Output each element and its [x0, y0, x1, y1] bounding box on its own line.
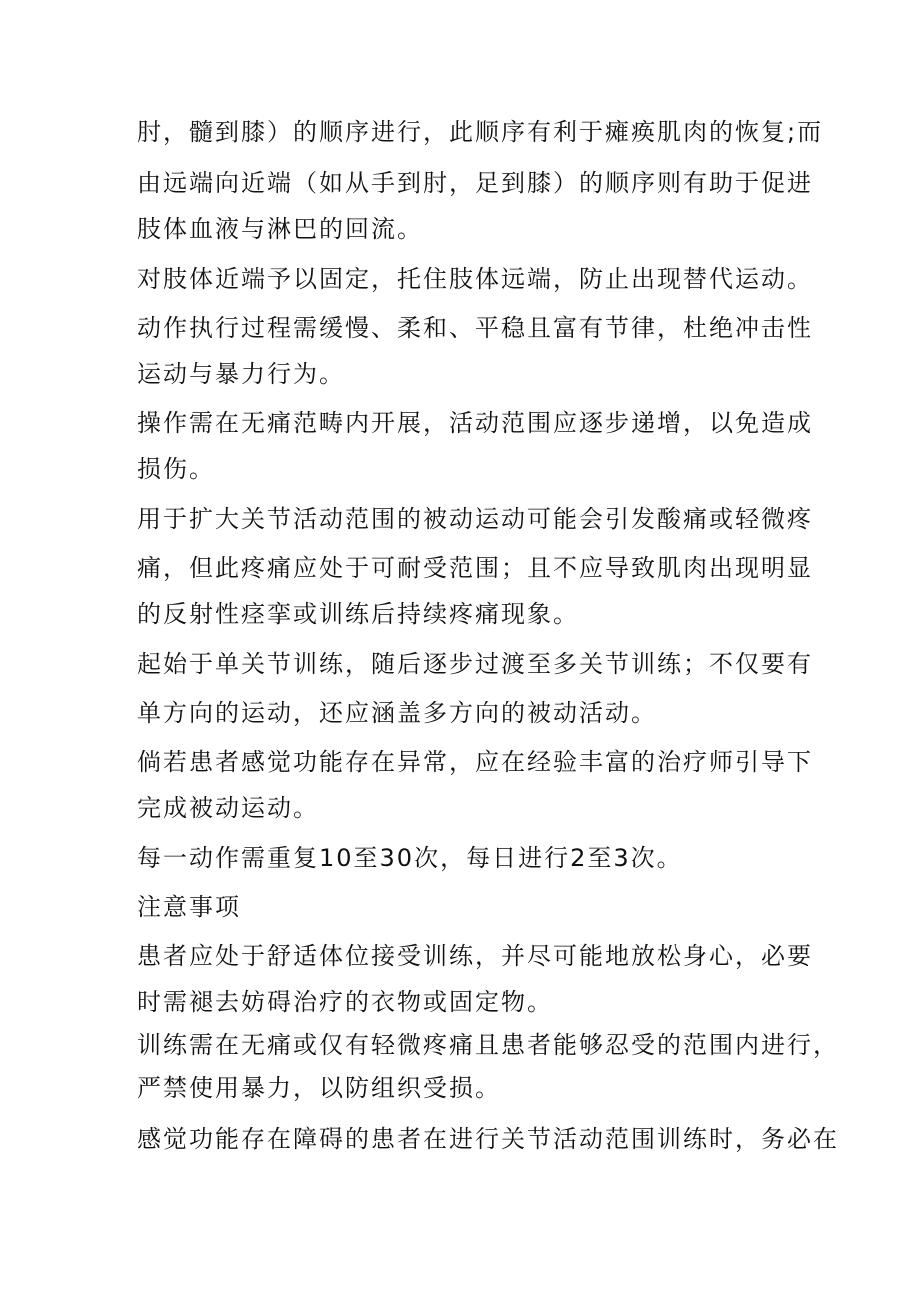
text-line: 痛，但此疼痛应处于可耐受范围；且不应导致肌肉出现明显: [137, 554, 813, 582]
text-line: 用于扩大关节活动范围的被动运动可能会引发酸痛或轻微疼: [137, 505, 813, 533]
text-line: 训练需在无痛或仅有轻微疼痛且患者能够忍受的范围内进行，: [137, 1031, 839, 1059]
text-line: 起始于单关节训练，随后逐步过渡至多关节训练；不仅要有: [137, 650, 813, 678]
text-line: 运动与暴力行为。: [137, 360, 345, 388]
text-line: 时需褪去妨碍治疗的衣物或固定物。: [137, 988, 553, 1016]
text-line: 感觉功能存在障碍的患者在进行关节活动范围训练时，务必在: [137, 1125, 839, 1153]
text-line: 严禁使用暴力，以防组织受损。: [137, 1074, 501, 1102]
text-line: 单方向的运动，还应涵盖多方向的被动活动。: [137, 699, 657, 727]
text-line: 完成被动运动。: [137, 794, 319, 822]
text-line: 动作执行过程需缓慢、柔和、平稳且富有节律，杜绝冲击性: [137, 314, 813, 342]
text-line: 每一动作需重复10至30次，每日进行2至3次。: [137, 844, 683, 872]
text-line: 对肢体近端予以固定，托住肢体远端，防止出现替代运动。: [137, 265, 813, 293]
text-line: 的反射性痉挛或训练后持续疼痛现象。: [137, 600, 579, 628]
text-line: 损伤。: [137, 455, 215, 483]
section-heading: 注意事项: [137, 893, 241, 921]
text-line: 肢体血液与淋巴的回流。: [137, 215, 423, 243]
text-line: 肘，髓到膝）的顺序进行，此顺序有利于瘫痪肌肉的恢复;而: [137, 118, 824, 146]
text-line: 由远端向近端（如从手到肘，足到膝）的顺序则有助于促进: [137, 169, 813, 197]
text-line: 患者应处于舒适体位接受训练，并尽可能地放松身心，必要: [137, 942, 813, 970]
text-line: 倘若患者感觉功能存在异常，应在经验丰富的治疗师引导下: [137, 748, 813, 776]
text-line: 操作需在无痛范畴内开展，活动范围应逐步递增，以免造成: [137, 409, 813, 437]
